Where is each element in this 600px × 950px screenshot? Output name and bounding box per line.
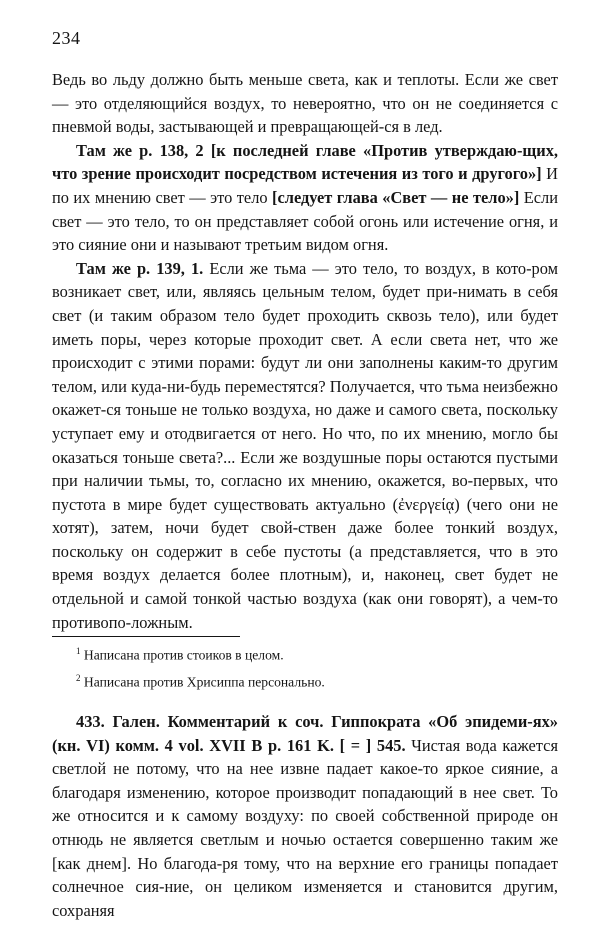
paragraph-p138-text1: И по их мнению свет — это тело xyxy=(52,164,559,207)
footnote-divider xyxy=(52,636,240,637)
greek-term: ἐνεργείᾳ xyxy=(398,494,455,514)
paragraph-p139-text-b: ) (чего они не хотят), затем, ночи будет свой-ствен даже более тонкий воздух, поскольку он содержит в себе пустоты (а представляется, что в это время воздух делается более плотным), и, наконец, свет будет не отдельной и самой тонкой частью воздуха (как они говорят), а чем-то противопо-ложным. xyxy=(52,494,558,632)
footnote-1-mark: 1 xyxy=(76,646,81,656)
entry-433-text: Чистая вода кажется светлой не потому, что на нее извне падает какое-то яркое сияние, а благодаря изменению, которое производит попадающий в нее свет. То же относится и к самому воздуху: по своей собственной природе он отнюдь не является светлым и ночью остается совершенно таким же [как днем]. Но благода-ря тому, что на верхние его границы попадает солнечное сия-ние, он целиком изменяется и становится другим, сохраняя xyxy=(52,735,558,920)
page-number: 234 xyxy=(52,28,81,48)
footnote-2-text: Написана против Хрисиппа персонально. xyxy=(83,674,325,690)
reference-p139: Там же р. 139, 1. xyxy=(76,258,204,278)
entry-433-heading: 433. Гален. Комментарий к соч. Гиппократа «Об эпидеми-ях» (кн. VI) комм. 4 vol. XVII B p. 161 K. [ = ] 545. xyxy=(52,712,558,755)
main-text xyxy=(52,68,558,634)
entry-433 xyxy=(52,710,558,922)
paragraph-ice-text: Ведь во льду должно быть меньше света, как и теплоты. Если же свет — это отделяющийся воздух, то невероятно, что он не соединяется с пневмой воды, застывающей и превращающей-ся в лед. xyxy=(52,70,558,137)
paragraph-p139 xyxy=(52,257,558,635)
paragraph-p138-text2: Если свет — это тело, то он представляет собой огонь или истечение огня, и это сияние они и называют третьим видом огня. xyxy=(52,187,558,255)
footnotes xyxy=(52,640,558,693)
footnote-1-text: Написана против стоиков в целом. xyxy=(83,647,284,663)
entry-433-paragraph xyxy=(52,710,558,922)
paragraph-p138 xyxy=(52,139,558,257)
editorial-note-p138-2: [следует глава «Свет — не тело»] xyxy=(272,187,520,207)
editorial-note-p138: [к последней главе «Против утверждаю-щих, что зрение происходит посредством истечения из того и другого»] xyxy=(52,140,558,184)
footnote-2 xyxy=(52,667,558,694)
paragraph-p139-text-a: Если же тьма — это тело, то воздух, в кото-ром возникает свет, или, являясь цельным телом, будет при-нимать в себя свет (и таким образом тело будет проходить сквозь тело), или будет иметь поры, через которые проходит свет. А если света нет, что же происходит с этими порами: будут ли они заполнены каким-то другим телом, или куда-ни-будь переместятся? Получается, что тьма неизбежно окажет-ся тоньше не только воздуха, но даже и самого света, поскольку уступает ему и отодвигается от него. Но что, по их мнению, могло бы оказаться тоньше света?... Если же воздушные поры остаются пустыми при наличии тьмы, то, согласно их мнению, окажется, во-первых, что пустота в мире будет существовать актуально ( xyxy=(52,258,558,514)
footnote-2-mark: 2 xyxy=(76,672,81,683)
reference-p138: Там же р. 138, 2 xyxy=(76,140,204,160)
paragraph-ice xyxy=(52,68,558,139)
footnote-1 xyxy=(52,640,558,667)
